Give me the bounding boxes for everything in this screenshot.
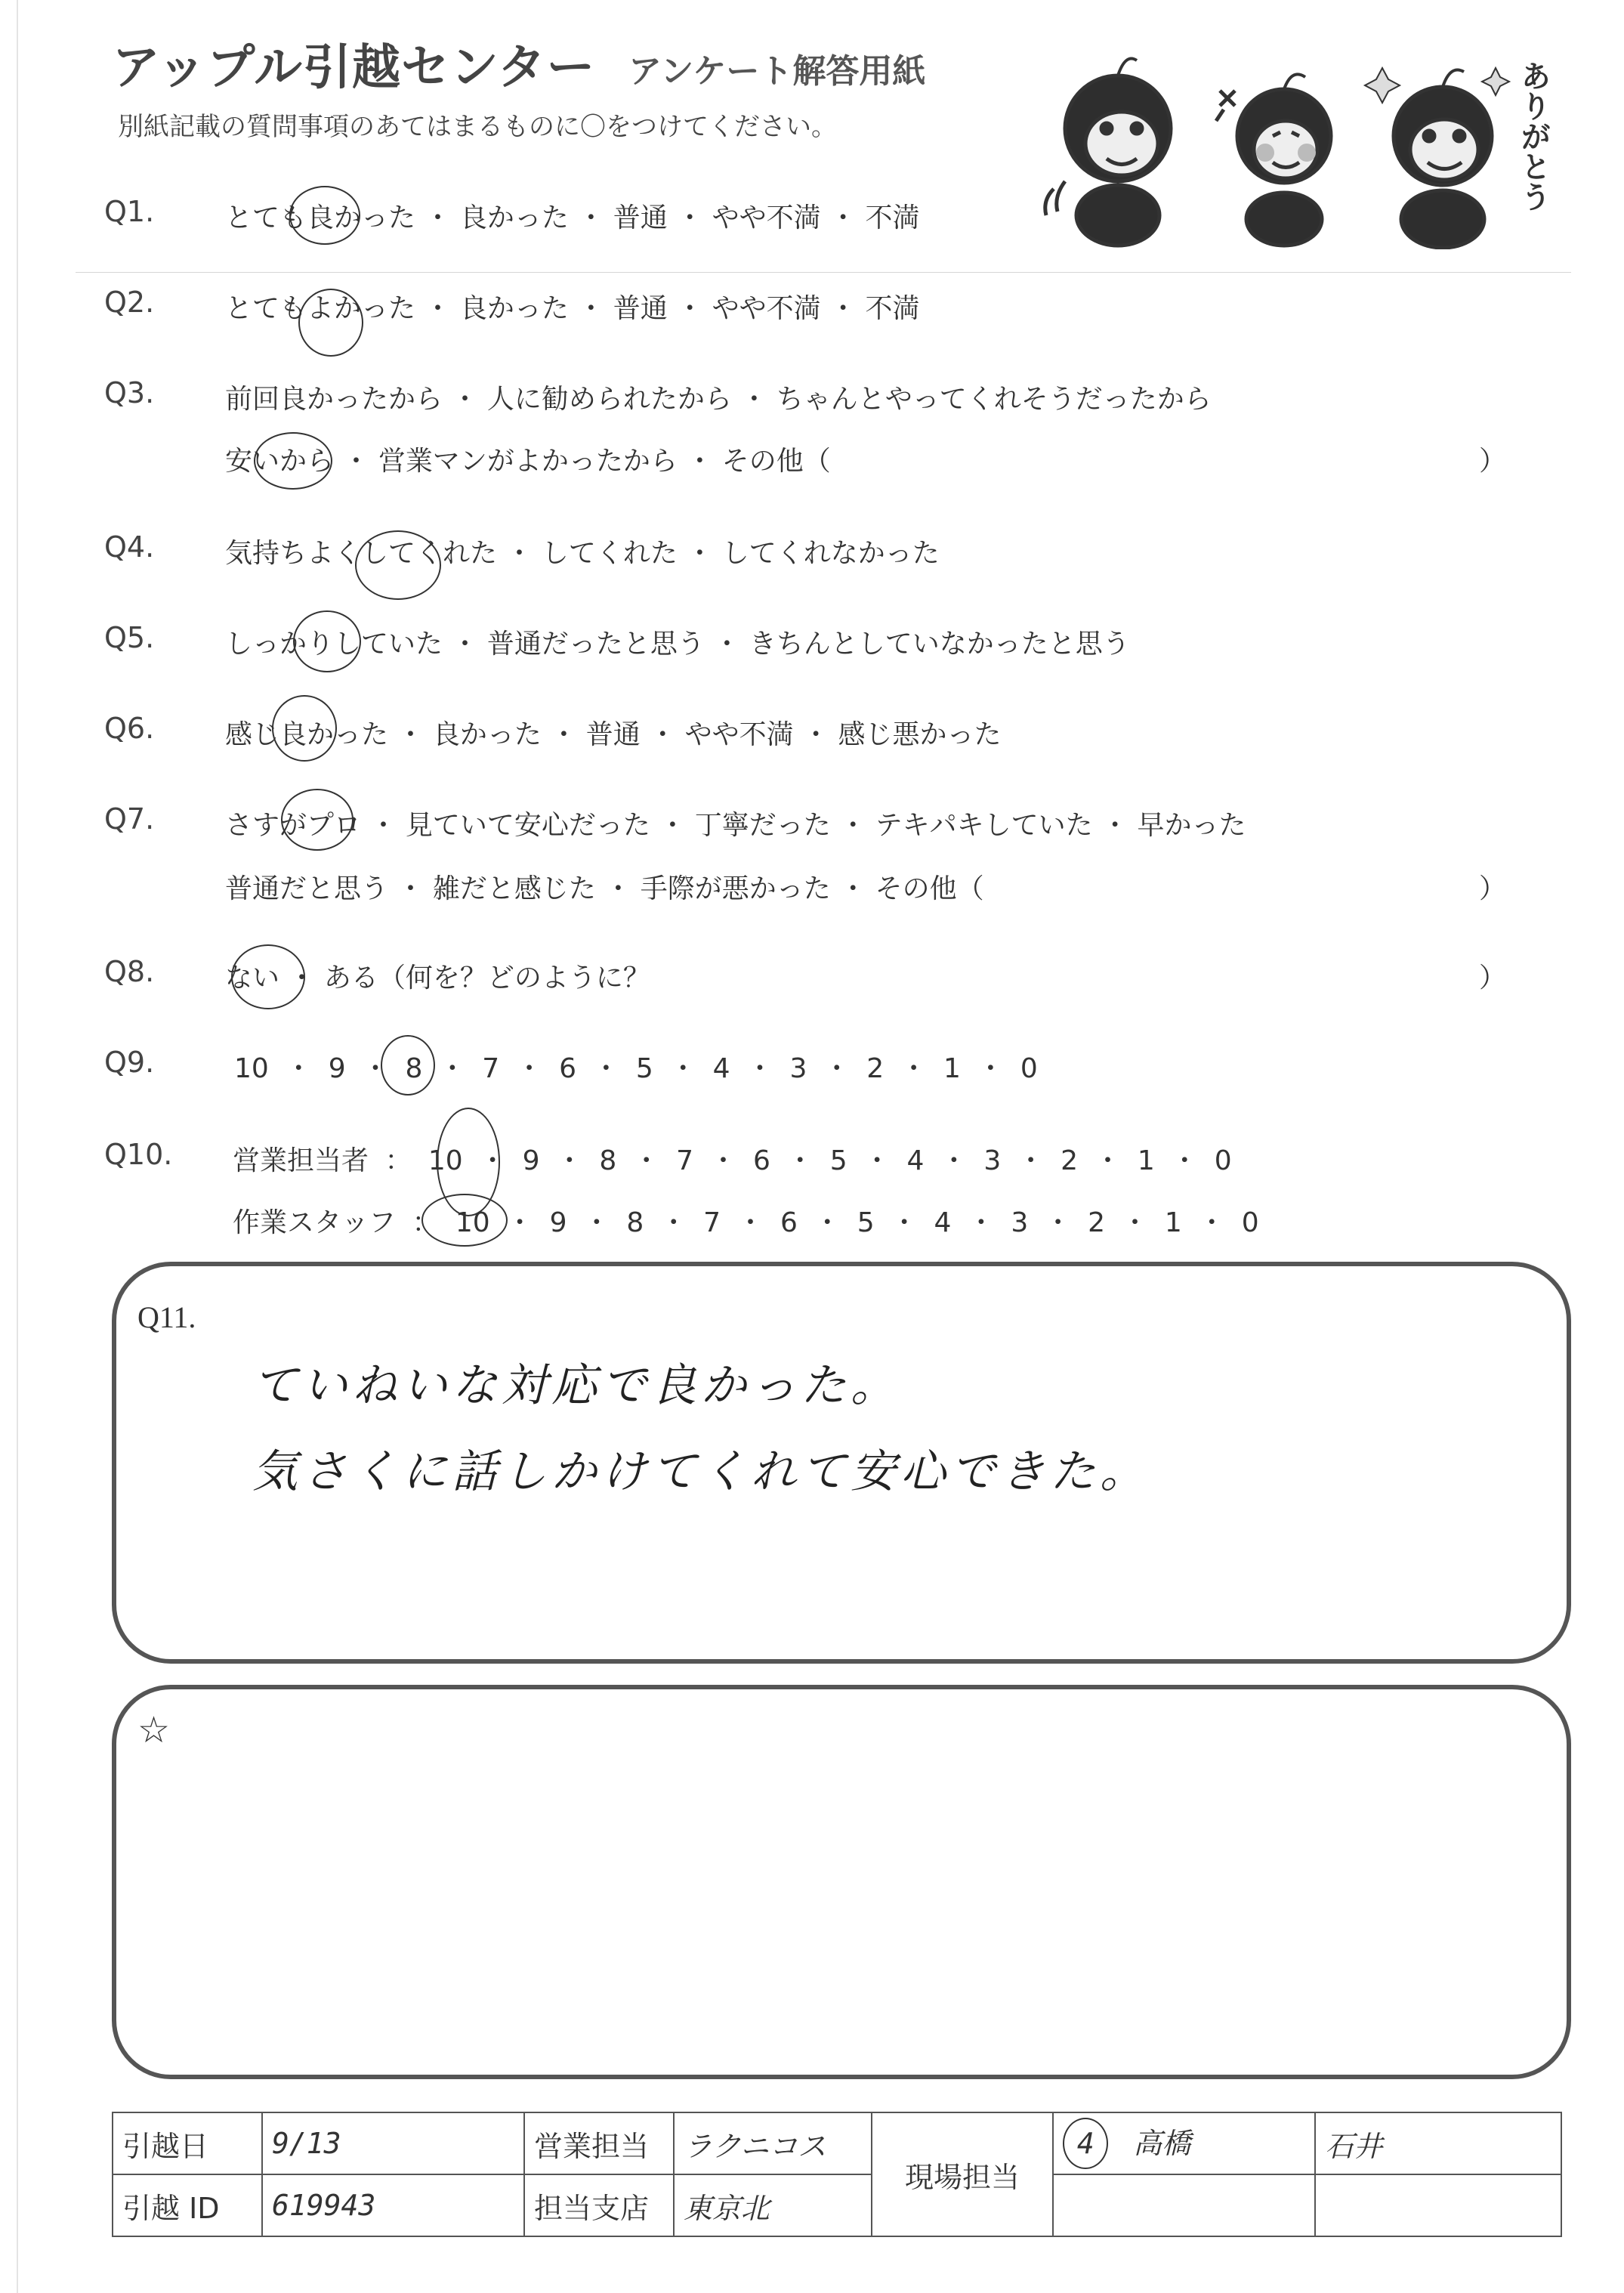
- q9-label: Q9.: [104, 1046, 155, 1079]
- info-table: [112, 2112, 1562, 2237]
- branch-value: 東京北: [674, 2174, 872, 2236]
- site-staff-empty-1: [1053, 2174, 1315, 2236]
- q10-label: Q10.: [104, 1138, 173, 1171]
- q2-options[interactable]: とてもよかった ・ 良かった ・ 普通 ・ やや不満 ・ 不満: [225, 293, 920, 324]
- q1-options[interactable]: とても良かった ・ 良かった ・ 普通 ・ やや不満 ・ 不満: [225, 202, 920, 233]
- q7-options-line1[interactable]: さすがプロ ・ 見ていて安心だった ・ 丁寧だった ・ テキパキしていた ・ 早かった: [225, 810, 1246, 841]
- q1-selection-circle: [289, 186, 360, 245]
- move-id-label: 引越 ID: [113, 2174, 262, 2236]
- q4-selection-circle: [355, 530, 441, 600]
- q7-label: Q7.: [104, 802, 155, 836]
- page-edge: [17, 0, 18, 2293]
- star-icon: ☆: [137, 1710, 171, 1751]
- q4-options[interactable]: 気持ちよくしてくれた ・ してくれた ・ してくれなかった: [225, 538, 940, 569]
- q11-comment-line2: 気さくに話しかけてくれて安心できた。: [252, 1445, 1150, 1498]
- instruction-text: 別紙記載の質問事項のあてはまるものに〇をつけてください。: [118, 112, 837, 142]
- mascot-right-icon: [1365, 68, 1509, 248]
- q3-selection-circle: [254, 432, 332, 490]
- q10-staff-options[interactable]: 作業スタッフ ： 10 ・ 9 ・ 8 ・ 7 ・ 6 ・ 5 ・ 4 ・ 3 ・ 2 ・ 1 ・ 0: [233, 1207, 1259, 1238]
- q4-label: Q4.: [104, 530, 155, 564]
- q9-selection-circle: [381, 1035, 435, 1096]
- q7-selection-circle: [281, 789, 354, 851]
- move-date-value: 9/13: [262, 2112, 524, 2174]
- site-label: 現場担当: [872, 2112, 1054, 2236]
- thanks-text: ありがとう: [1516, 60, 1551, 212]
- q10-staff-selection-circle: [421, 1194, 508, 1247]
- mascot-middle-icon: [1216, 74, 1331, 246]
- q10-sales-options[interactable]: 営業担当者 ： 10 ・ 9 ・ 8 ・ 7 ・ 6 ・ 5 ・ 4 ・ 3 ・ 2 ・ 1 ・ 0: [233, 1145, 1232, 1176]
- q7-options-line2[interactable]: 普通だと思う ・ 雑だと感じた ・ 手際が悪かった ・ その他（: [225, 873, 984, 904]
- site-staff-count: 4: [1063, 2118, 1108, 2169]
- company-title: アップル引越センター: [112, 40, 596, 96]
- branch-label: 担当支店: [524, 2174, 674, 2236]
- q7-close-paren: ）: [1479, 873, 1507, 904]
- q5-label: Q5.: [104, 621, 155, 654]
- q11-comment-line1: ていねいな対応で良かった。: [252, 1359, 900, 1412]
- q3-close-paren: ）: [1479, 446, 1507, 477]
- q8-options[interactable]: ない ・ ある（何を？どのように？: [225, 963, 650, 994]
- sales-value: ラクニコス: [674, 2112, 872, 2174]
- q3-options-line2[interactable]: 安いから ・ 営業マンがよかったから ・ その他（: [225, 446, 831, 477]
- q2-selection-circle: [298, 289, 363, 357]
- q11-comment-box[interactable]: [112, 1262, 1571, 1664]
- q6-label: Q6.: [104, 712, 155, 745]
- q3-options-line1[interactable]: 前回良かったから ・ 人に勧められたから ・ ちゃんとやってくれそうだったから: [225, 384, 1212, 415]
- site-staff-2: 石井: [1315, 2112, 1561, 2174]
- header-separator: [76, 272, 1571, 273]
- move-id-value: 619943: [262, 2174, 524, 2236]
- q9-options[interactable]: 10 ・ 9 ・ 8 ・ 7 ・ 6 ・ 5 ・ 4 ・ 3 ・ 2 ・ 1 ・ 0: [234, 1053, 1038, 1084]
- q11-label: Q11.: [137, 1300, 196, 1334]
- form-subtitle: アンケート解答用紙: [628, 52, 926, 91]
- mascot-left-icon: [1045, 59, 1171, 246]
- q8-close-paren: ）: [1479, 963, 1507, 994]
- q3-label: Q3.: [104, 376, 155, 409]
- move-date-label: 引越日: [113, 2112, 262, 2174]
- sales-label: 営業担当: [524, 2112, 674, 2174]
- q1-label: Q1.: [104, 195, 155, 228]
- site-staff-1-name: 高橋: [1133, 2127, 1191, 2160]
- mascot-illustration: [1035, 38, 1564, 249]
- q8-label: Q8.: [104, 955, 155, 988]
- site-staff-empty-2: [1315, 2174, 1561, 2236]
- q2-label: Q2.: [104, 286, 155, 319]
- q5-options[interactable]: しっかりしていた ・ 普通だったと思う ・ きちんとしていなかったと思う: [225, 629, 1130, 660]
- q6-selection-circle: [272, 695, 337, 762]
- q6-options[interactable]: 感じ良かった ・ 良かった ・ 普通 ・ やや不満 ・ 感じ悪かった: [225, 719, 1002, 750]
- star-comment-box[interactable]: [112, 1685, 1571, 2079]
- q5-selection-circle: [293, 610, 361, 672]
- site-staff-1: [1053, 2112, 1315, 2174]
- q8-selection-circle: [231, 944, 305, 1009]
